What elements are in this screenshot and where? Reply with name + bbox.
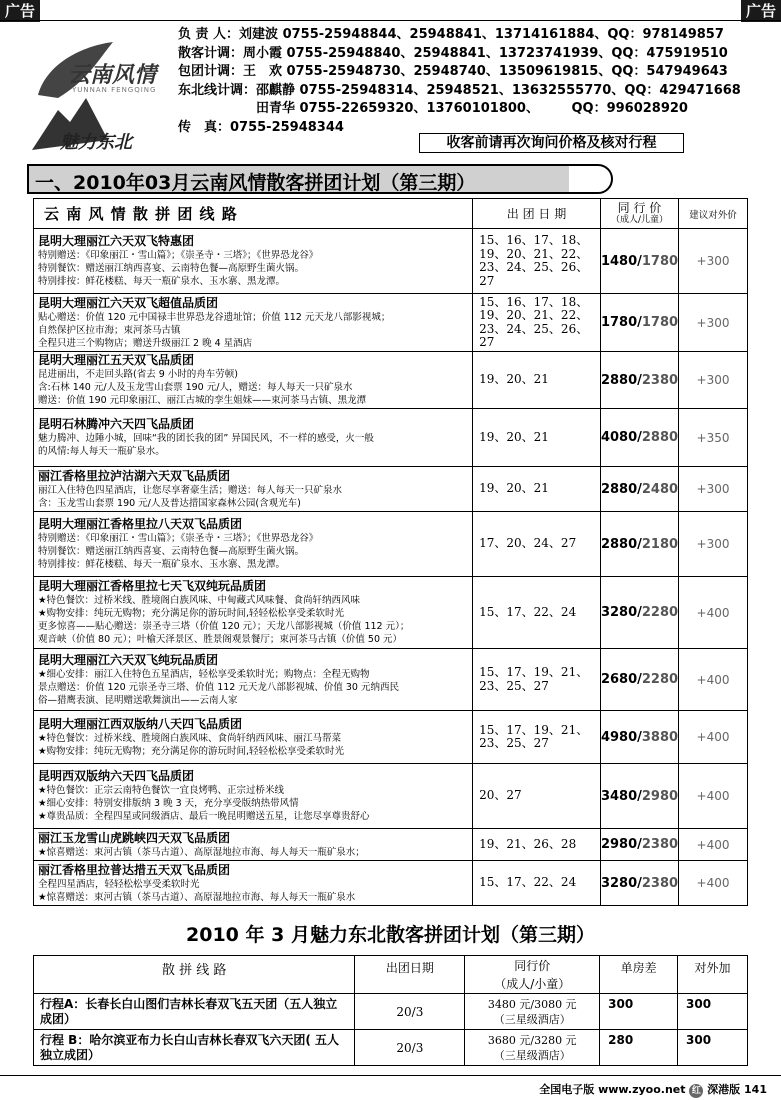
child-price: 1780: [641, 315, 679, 330]
route-detail: 贴心赠送：价值 120 元中国禄丰世界恐龙谷遗址馆；价值 112 元天龙八部影视城；: [38, 311, 391, 323]
price-cell: [600, 577, 678, 649]
route-detail: 特别餐饮：赠送丽江纳西喜宴、云南特色餐—高原野生菌火锅。: [38, 546, 305, 557]
route-detail: ★细心安排：特别安排版纳 3 晚 3 天，充分享受版纳热带风情: [38, 798, 299, 809]
suggest-cell: +300: [679, 512, 748, 577]
child-price: 1780: [641, 253, 679, 269]
tour-row: [34, 829, 748, 861]
child-price: 2380: [641, 372, 679, 388]
suggest-cell: +350: [679, 409, 748, 467]
route-detail: 特别餐饮：赠送丽江纳西喜宴、云南特色餐—高原野生菌火锅。: [38, 263, 305, 274]
price-cell: [600, 467, 678, 512]
date-line: 19、21、26、28: [479, 836, 577, 851]
route-title: 丽江香格里拉普达措五天双飞品质团: [38, 862, 231, 877]
ad-label-right: 广告: [741, 0, 781, 22]
date-line: 15、17、22、24: [479, 604, 577, 619]
route-detail: 特别赠送：《印象丽江・雪山篇》；《崇圣寺・三塔》；《世界恐龙谷》: [38, 250, 319, 261]
section2-title: 2010 年 3 月魅力东北散客拼团计划（第三期）: [186, 924, 595, 946]
price-cell: [600, 764, 678, 829]
route-cell: [34, 764, 473, 829]
price-cell: [600, 352, 678, 409]
route-detail: 特别排按：鲜花楼糕、每天一瓶矿泉水、玉水寨、黑龙潭。: [38, 276, 286, 287]
date-line: 15、16、17、18、: [479, 294, 589, 309]
t2-route: 行程 B：哈尔滨亚布力长白山吉林长春双飞六天团( 五人独立成团）: [34, 1030, 355, 1066]
date-cell: [473, 577, 601, 649]
tour-row: [34, 409, 748, 467]
date-line: 19、20、21: [479, 481, 549, 496]
route-cell: [34, 577, 473, 649]
t2-col-route: 散 拼 线 路: [34, 956, 355, 994]
date-line: 19、20、21、22、: [479, 308, 589, 322]
suggest-cell: +400: [679, 649, 748, 711]
date-cell: [473, 229, 601, 294]
t2-price: 3680 元/3280 元 （三星级酒店）: [465, 1030, 600, 1066]
route-detail: 的风情:每人每天一瓶矿泉水。: [38, 446, 165, 457]
dongbei-row: [34, 1030, 748, 1066]
route-title: 昆明大理丽江六天双飞特惠团: [38, 234, 195, 248]
date-line: 23、24、25、26、: [479, 321, 589, 336]
tour-row: [34, 764, 748, 829]
t2-price: 3480 元/3080 元 （三星级酒店）: [465, 994, 600, 1030]
footer-site: 全国电子版 www.zyoo.net: [539, 1083, 686, 1096]
date-cell: [473, 409, 601, 467]
child-price: 2880: [641, 430, 679, 445]
route-cell: [34, 467, 473, 512]
route-detail: 俗—猎鹰表演、昆明赠送歌舞演出——云南人家: [38, 694, 238, 706]
tour-row: [34, 467, 748, 512]
suggest-cell: +300: [679, 294, 748, 352]
route-title: 昆明大理丽江六天双飞超值品质团: [38, 295, 219, 310]
child-price: 2380: [641, 875, 679, 891]
route-detail: 魅力腾冲、边陲小城，回味“我的团长我的团” 异国民风，不一样的感受，火一般: [38, 433, 374, 444]
t2-out: 300: [678, 1030, 748, 1066]
route-detail: 昆进丽出，不走回头路(省去 9 小时的舟车劳顿): [38, 369, 238, 380]
adult-price: 3280/: [600, 605, 642, 620]
route-cell: [34, 829, 473, 861]
child-price: 2280: [641, 605, 679, 620]
date-line: 15、16、17、18、: [479, 233, 589, 247]
route-detail: ★特色餐饮：过桥米线、胜境阁白族风味、食尚轩纳西风味、丽江马帮菜: [38, 732, 342, 744]
child-price: 2380: [641, 837, 679, 852]
contact-line: 散客计调：周小霞 0755-25948840、25948841、13723741939、QQ：475919510: [178, 45, 728, 61]
price-cell: [600, 409, 678, 467]
logo-yunnan: 云南风情: [68, 62, 157, 88]
route-title: 昆明大理丽江五天双飞品质团: [38, 353, 195, 367]
date-line: 27: [479, 273, 495, 288]
route-cell: [34, 229, 473, 294]
ad-label-left: 广告: [0, 0, 40, 22]
t2-col-date: 出团日期: [355, 956, 465, 994]
tour-row: [34, 229, 748, 294]
child-price: 2180: [641, 536, 679, 552]
logo-yunnan-sub: YUNNAN FENGQING: [72, 86, 157, 94]
price-cell: [600, 649, 678, 711]
route-detail: 含：玉龙雪山套票 190 元/人及普达措国家森林公园(含观光车): [38, 497, 301, 509]
page-number: 141: [744, 1083, 767, 1096]
route-cell: [34, 512, 473, 577]
route-title: 昆明大理丽江六天双飞纯玩品质团: [38, 652, 219, 667]
child-price: 3880: [641, 729, 679, 745]
suggest-cell: +400: [679, 577, 748, 649]
date-cell: [473, 764, 601, 829]
suggest-cell: +300: [679, 352, 748, 409]
date-cell: [473, 352, 601, 409]
t2-route: 行程A：长春长白山图们吉林长春双飞五天团（五人独立成团）: [34, 994, 355, 1030]
adult-price: 2880/: [600, 536, 642, 552]
date-cell: [473, 294, 601, 352]
col-date-header: 出 团 日 期: [473, 199, 601, 229]
route-cell: [34, 352, 473, 409]
adult-price: 1780/: [600, 315, 642, 330]
tour-row: [34, 352, 748, 409]
t2-col-single: 单房差: [600, 956, 678, 994]
contact-line: 东北线计调：邵麒静 0755-25948314、25948521、13632555770、QQ：429471668: [178, 82, 741, 98]
section1-title: 一、2010年03月云南风情散客拼团计划（第三期）: [35, 172, 476, 194]
contact-line: 传 真：0755-25948344: [178, 119, 344, 135]
price-cell: [600, 829, 678, 861]
tour-row: [34, 861, 748, 906]
date-line: 23、25、27: [479, 678, 549, 693]
route-detail: ★细心安排：丽江入住特色五星酒店，轻松享受柔软时光；购物点：全程无购物: [38, 668, 370, 680]
route-title: 昆明大理丽江香格里拉七天飞双纯玩品质团: [38, 579, 267, 593]
suggest-cell: +300: [679, 229, 748, 294]
date-line: 15、17、19、21、: [479, 665, 589, 679]
price-cell: [600, 711, 678, 764]
route-detail: ★特色餐饮：正宗云南特色餐饮一宜良烤鸭、正宗过桥米线: [38, 785, 285, 796]
adult-price: 2680/: [600, 672, 642, 687]
date-line: 23、24、25、26、: [479, 260, 589, 274]
col-price-header: 同 行 价 （成人/儿童）: [600, 199, 678, 229]
route-cell: [34, 711, 473, 764]
date-cell: [473, 711, 601, 764]
t2-col-price: 同行价 （成人/小童）: [465, 956, 600, 994]
date-cell: [473, 512, 601, 577]
t2-single: 300: [600, 994, 678, 1030]
adult-price: 2880/: [600, 372, 642, 388]
date-line: 20、27: [479, 788, 522, 803]
footer-circle-icon: 红: [689, 1084, 703, 1098]
date-line: 15、17、19、21、: [479, 722, 589, 737]
footer-edition: 深港版: [707, 1083, 741, 1096]
route-cell: [34, 649, 473, 711]
route-detail: ★惊喜赠送：束河古镇（茶马古道）、高原湿地拉市海、每人每天一瓶矿泉水: [38, 891, 356, 903]
adult-price: 3280/: [600, 875, 642, 891]
date-cell: [473, 829, 601, 861]
route-detail: ★惊喜赠送：束河古镇（茶马古道）、高原湿地拉市海、每人每天一瓶矿泉水；: [38, 846, 365, 858]
child-price: 2980: [641, 788, 679, 804]
t2-col-out: 对外加: [678, 956, 748, 994]
dongbei-row: [34, 994, 748, 1030]
route-detail: 全程四星酒店，轻轻松松享受柔软时光: [38, 878, 200, 890]
route-detail: 丽江入住特色四星酒店，让您尽享奢豪生活；赠送：每人每天一只矿泉水: [38, 484, 343, 496]
route-title: 昆明西双版纳六天四飞品质团: [38, 769, 195, 783]
route-detail: 特别赠送：《印象丽江・雪山篇》；《崇圣寺・三塔》；《世界恐龙谷》: [38, 533, 319, 544]
date-line: 19、20、21: [479, 429, 549, 444]
route-title: 昆明大理丽江香格里拉八天双飞品质团: [38, 517, 243, 531]
contact-line: 包团计调：王 欢 0755-25948730、25948740、13509619815、QQ：547949643: [178, 64, 728, 80]
suggest-cell: +400: [679, 711, 748, 764]
suggest-cell: +400: [679, 764, 748, 829]
tour-row: [34, 649, 748, 711]
tour-row: [34, 512, 748, 577]
route-cell: [34, 861, 473, 906]
notice-box: 收客前请再次询问价格及核对行程: [419, 133, 684, 153]
route-detail: 全程只进三个购物店；赠送升级丽江 2 晚 4 星酒店: [38, 337, 253, 349]
adult-price: 1480/: [600, 253, 642, 269]
t2-out: 300: [678, 994, 748, 1030]
col-suggest-header: 建议对外价: [679, 199, 748, 229]
date-line: 27: [479, 335, 495, 349]
page-footer: [539, 1081, 767, 1098]
adult-price: 4980/: [600, 729, 642, 745]
date-line: 15、17、22、24: [479, 875, 577, 890]
route-title: 丽江玉龙雪山虎跳峡四天双飞品质团: [38, 830, 231, 845]
contact-line: 田青华 0755-22659320、13760101800、 QQ：996028920: [178, 101, 688, 117]
date-cell: [473, 649, 601, 711]
route-detail: 观音峡（价值 80 元）；叶榆天泽景区、胜景阁观景餐厅；束河茶马古镇（价值 50 元）: [38, 634, 403, 645]
adult-price: 2880/: [600, 481, 642, 497]
route-detail: 特别排按：鲜花楼糕、每天一瓶矿泉水、玉水寨、黑龙潭。: [38, 559, 286, 570]
section1-banner: [27, 164, 613, 194]
price-cell: [600, 512, 678, 577]
price-cell: [600, 229, 678, 294]
date-line: 17、20、24、27: [479, 536, 577, 551]
suggest-cell: +400: [679, 829, 748, 861]
price-cell: [600, 861, 678, 906]
adult-price: 3480/: [600, 788, 642, 804]
tour-row: [34, 711, 748, 764]
route-detail: 自然保护区拉市海；束河茶马古镇: [38, 324, 181, 336]
route-detail: ★购物安排：纯玩无购物；充分满足你的游玩时间,轻轻松松享受柔软时光: [38, 608, 345, 619]
t2-date: 20/3: [355, 1030, 465, 1066]
route-title: 昆明石林腾冲六天四飞品质团: [38, 417, 195, 431]
tour-row: [34, 577, 748, 649]
date-cell: [473, 861, 601, 906]
contact-line: 负 责 人：刘建波 0755-25948844、25948841、13714161884、QQ：978149857: [178, 27, 724, 42]
route-detail: ★购物安排：纯玩无购物；充分满足你的游玩时间,轻轻松松享受柔软时光: [38, 745, 345, 757]
agency-logo: [28, 40, 178, 153]
route-detail: 含:石林 140 元/人及玉龙雪山套票 190 元/人，赠送：每人每天一只矿泉水: [38, 382, 353, 393]
suggest-cell: +400: [679, 861, 748, 906]
logo-dongbei: 魅力东北: [60, 132, 132, 153]
yunnan-tour-table: [33, 198, 748, 906]
date-cell: [473, 467, 601, 512]
route-detail: 景点赠送：价值 120 元崇圣寺三塔、价值 112 元天龙八部影视城、价值 30 元纳西民: [38, 681, 399, 693]
t2-date: 20/3: [355, 994, 465, 1030]
bottom-rule: [0, 1075, 781, 1076]
route-cell: [34, 294, 473, 352]
date-line: 23、25、27: [479, 736, 549, 750]
route-detail: ★尊贵品质：全程四星或同级酒店、最后一晚昆明赠送五星，让您尽享尊贵舒心: [38, 811, 370, 822]
child-price: 2480: [641, 481, 679, 497]
route-cell: [34, 409, 473, 467]
date-line: 19、20、21、22、: [479, 246, 589, 261]
adult-price: 2980/: [600, 837, 642, 852]
contacts-block: [178, 26, 741, 138]
price-cell: [600, 294, 678, 352]
suggest-cell: +300: [679, 467, 748, 512]
dongbei-tour-table: [33, 955, 748, 1066]
route-title: 昆明大理丽江西双版纳八天四飞品质团: [38, 716, 243, 731]
tour-row: [34, 294, 748, 352]
top-rule: [0, 20, 781, 21]
route-title: 丽江香格里拉泸沽湖六天双飞品质团: [38, 468, 231, 483]
t2-single: 280: [600, 1030, 678, 1066]
adult-price: 4080/: [600, 430, 642, 445]
route-detail: 更多惊喜——贴心赠送：崇圣寺三塔（价值 120 元）；天龙八部影视城（价值 112 元）；: [38, 621, 410, 632]
date-line: 19、20、21: [479, 372, 549, 387]
child-price: 2280: [641, 672, 679, 687]
col-route-header: 云 南 风 情 散 拼 团 线 路: [34, 199, 473, 229]
route-detail: ★特色餐饮：过桥米线、胜境阁白族风味、中甸藏式风味餐、食尚轩纳西风味: [38, 595, 361, 606]
route-detail: 赠送：价值 190 元印象丽江、丽江古城的孪生姐妹——束河茶马古镇、黑龙潭: [38, 395, 367, 406]
